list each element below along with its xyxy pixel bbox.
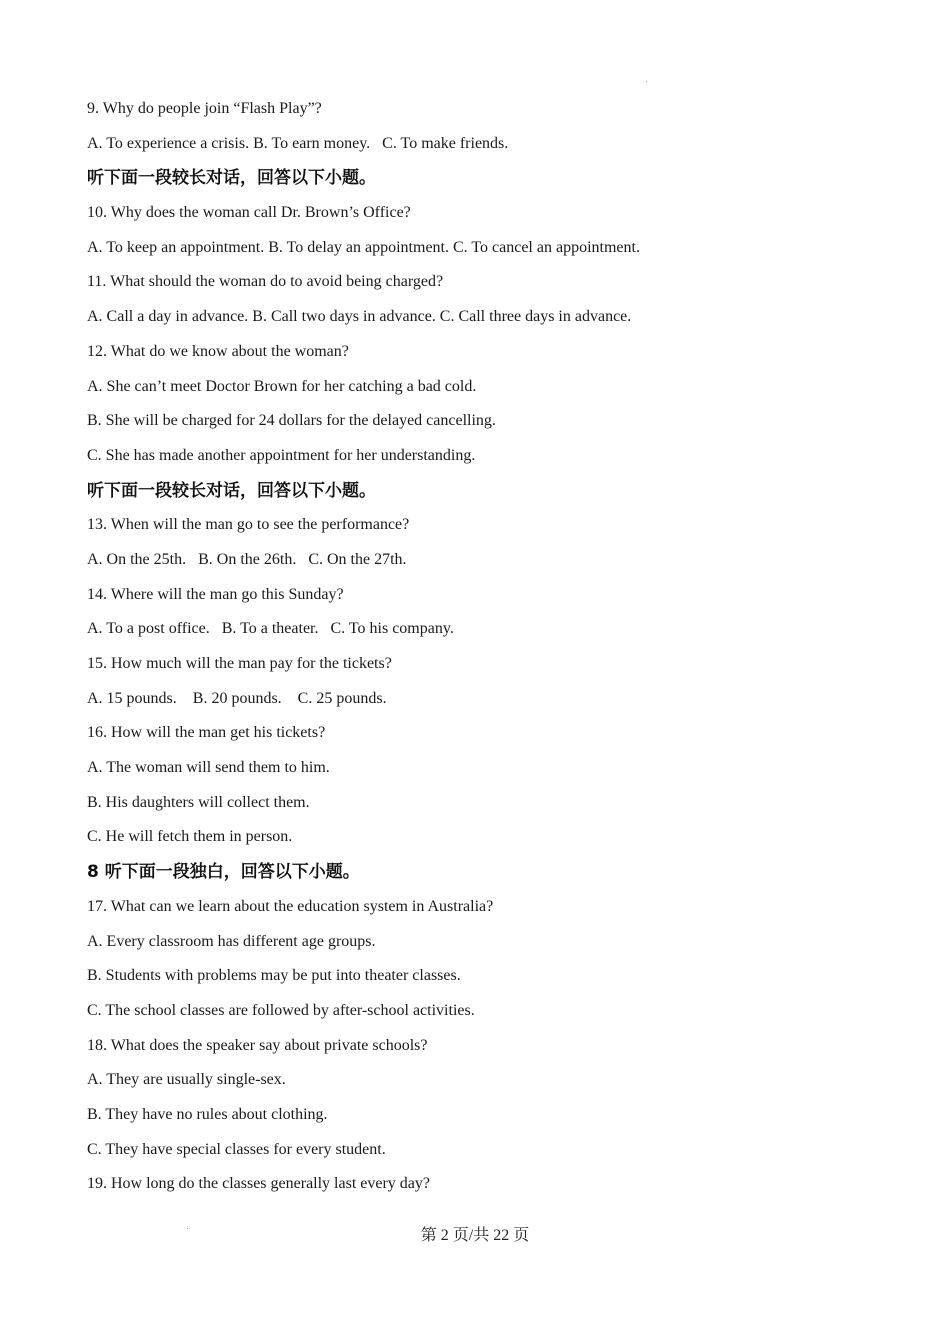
document-body (87, 92, 887, 1202)
question-line: A. She can’t meet Doctor Brown for her catching a bad cold. (87, 377, 477, 395)
question-line: 16. How will the man get his tickets? (87, 724, 326, 742)
question-line: A. To keep an appointment. B. To delay an appointment. C. To cancel an appointment. (87, 238, 640, 256)
scan-speck-top (646, 81, 647, 82)
question-line: 12. What do we know about the woman? (87, 342, 349, 360)
question-line: C. The school classes are followed by after-school activities. (87, 1001, 475, 1019)
question-line: B. She will be charged for 24 dollars for the delayed cancelling. (87, 412, 496, 430)
question-line: B. They have no rules about clothing. (87, 1105, 328, 1123)
section-heading: 8 听下面一段独白，回答以下小题。 (87, 862, 360, 883)
question-line: 19. How long do the classes generally last every day? (87, 1175, 431, 1193)
question-line: A. The woman will send them to him. (87, 759, 330, 777)
question-line: C. She has made another appointment for her understanding. (87, 446, 476, 464)
question-line: 14. Where will the man go this Sunday? (87, 585, 344, 603)
question-line: A. On the 25th. B. On the 26th. C. On the 27th. (87, 550, 407, 568)
question-line: A. Call a day in advance. B. Call two days in advance. C. Call three days in advance. (87, 308, 632, 326)
page-footer: 第 2 页/共 22 页 (420, 1227, 530, 1244)
question-line: B. Students with problems may be put into theater classes. (87, 967, 461, 985)
question-line: A. Every classroom has different age groups. (87, 932, 376, 950)
question-line: A. 15 pounds. B. 20 pounds. C. 25 pounds. (87, 689, 387, 707)
question-line: 10. Why does the woman call Dr. Brown’s Office? (87, 204, 411, 222)
question-line: C. He will fetch them in person. (87, 828, 293, 846)
section-heading: 听下面一段较长对话，回答以下小题。 (87, 480, 376, 501)
question-line: A. They are usually single-sex. (87, 1071, 286, 1089)
question-line: 18. What does the speaker say about private schools? (87, 1036, 428, 1054)
question-line: A. To a post office. B. To a theater. C. To his company. (87, 620, 454, 638)
section-heading: 听下面一段较长对话，回答以下小题。 (87, 168, 376, 189)
question-line: B. His daughters will collect them. (87, 793, 310, 811)
question-line: C. They have special classes for every student. (87, 1140, 386, 1158)
question-line: 13. When will the man go to see the performance? (87, 516, 410, 534)
question-line: 17. What can we learn about the education system in Australia? (87, 897, 494, 915)
question-line: 9. Why do people join “Flash Play”? (87, 100, 322, 117)
question-line: 15. How much will the man pay for the tickets? (87, 655, 392, 672)
question-line: A. To experience a crisis. B. To earn money. C. To make friends. (87, 134, 509, 152)
question-line: 11. What should the woman do to avoid being charged? (87, 273, 444, 291)
